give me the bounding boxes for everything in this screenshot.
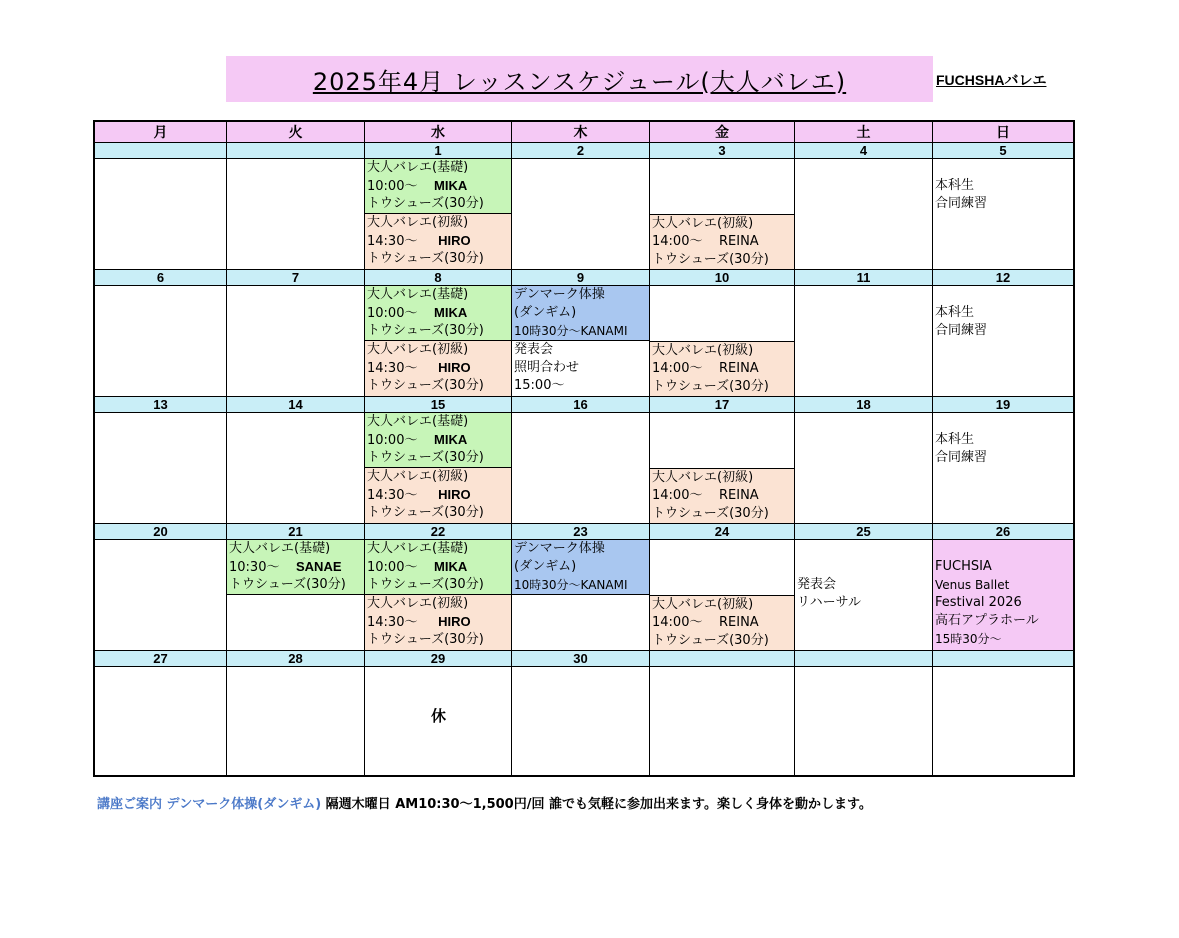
date-cell: 8 — [365, 270, 512, 285]
sun-joint-practice: 本科生 合同練習 — [935, 305, 988, 338]
date-cell: 16 — [512, 397, 650, 412]
sun-ballet-festival: FUCHSIA Venus Ballet Festival 2026 高石アプラホール 15時30分～ — [933, 540, 1073, 650]
holiday-mark: 休 — [431, 707, 447, 725]
lesson-wed-basic: 大人バレエ(基礎) 10:00～ MIKA トウシューズ(30分) — [365, 413, 511, 468]
date-cell: 30 — [512, 651, 650, 666]
date-row-week-4 — [95, 523, 1073, 540]
date-cell: 25 — [795, 524, 933, 539]
lesson-wed-basic: 大人バレエ(基礎) 10:00～ MIKA トウシューズ(30分) — [365, 286, 511, 341]
thu-denmark-gym: デンマーク体操 (ダンギム) 10時30分～KANAMI — [512, 540, 649, 595]
weekday-fri: 金 — [650, 122, 795, 142]
date-cell: 11 — [795, 270, 933, 285]
weekday-thu: 木 — [512, 122, 650, 142]
date-row-week-5 — [95, 650, 1073, 667]
calendar-table — [93, 120, 1075, 777]
body-row-week-2 — [95, 286, 1073, 396]
sun-joint-practice: 本科生 合同練習 — [935, 178, 988, 211]
footer-course-text: 隔週木曜日 AM10:30～1,500円/回 誰でも気軽に参加出来ます。楽しく身体を動かします。 — [321, 797, 872, 812]
brand-name: FUCHSHAバレエ — [936, 72, 1047, 88]
date-cell: 14 — [227, 397, 365, 412]
body-row-week-3 — [95, 413, 1073, 523]
lesson-tue-basic: 大人バレエ(基礎) 10:30～ SANAE トウシューズ(30分) — [227, 540, 364, 595]
date-cell — [795, 651, 933, 666]
date-cell: 9 — [512, 270, 650, 285]
date-cell: 17 — [650, 397, 795, 412]
date-cell: 2 — [512, 143, 650, 158]
date-cell: 6 — [95, 270, 227, 285]
date-cell: 13 — [95, 397, 227, 412]
weekday-tue: 火 — [227, 122, 365, 142]
lesson-wed-basic: 大人バレエ(基礎) 10:00～ MIKA トウシューズ(30分) — [365, 159, 511, 214]
lesson-wed-beginner: 大人バレエ(初級) 14:30～ HIRO トウシューズ(30分) — [365, 214, 511, 269]
date-cell — [227, 143, 365, 158]
date-row-week-1 — [95, 142, 1073, 159]
date-cell: 19 — [995, 397, 1011, 412]
weekday-header — [95, 122, 1073, 143]
lesson-fri-beginner: 大人バレエ(初級) 14:00～ REINA トウシューズ(30分) — [650, 341, 794, 396]
date-row-week-3 — [95, 396, 1073, 413]
date-cell — [933, 651, 1073, 666]
body-row-week-1 — [95, 159, 1073, 269]
date-cell: 12 — [995, 270, 1011, 285]
page-title: 2025年4月 レッスンスケジュール(大人バレエ) — [312, 67, 847, 96]
date-cell: 29 — [365, 651, 512, 666]
body-row-week-5 — [95, 667, 1073, 777]
date-cell: 3 — [650, 143, 795, 158]
sat-recital-rehearsal: 発表会 リハーサル — [797, 577, 861, 610]
date-cell — [650, 651, 795, 666]
title-banner — [226, 56, 933, 102]
weekday-sun: 日 — [996, 124, 1010, 140]
date-cell: 5 — [999, 143, 1007, 158]
date-cell: 15 — [365, 397, 512, 412]
date-row-week-2 — [95, 269, 1073, 286]
date-cell — [95, 143, 227, 158]
thu-recital-lighting: 発表会 照明合わせ 15:00～ — [514, 342, 580, 393]
date-cell: 24 — [650, 524, 795, 539]
date-cell: 26 — [995, 524, 1011, 539]
date-cell: 10 — [650, 270, 795, 285]
lesson-fri-beginner: 大人バレエ(初級) 14:00～ REINA トウシューズ(30分) — [650, 214, 794, 269]
footer-course-label: 講座ご案内 デンマーク体操(ダンギム) — [97, 797, 322, 812]
date-cell: 22 — [365, 524, 512, 539]
thu-denmark-gym: デンマーク体操 (ダンギム) 10時30分～KANAMI — [512, 286, 649, 341]
date-cell: 21 — [227, 524, 365, 539]
date-cell: 27 — [95, 651, 227, 666]
lesson-wed-beginner: 大人バレエ(初級) 14:30～ HIRO トウシューズ(30分) — [365, 595, 511, 650]
date-cell: 23 — [512, 524, 650, 539]
lesson-wed-beginner: 大人バレエ(初級) 14:30～ HIRO トウシューズ(30分) — [365, 341, 511, 396]
sun-joint-practice: 本科生 合同練習 — [935, 432, 988, 465]
lesson-wed-basic: 大人バレエ(基礎) 10:00～ MIKA トウシューズ(30分) — [365, 540, 511, 595]
weekday-mon: 月 — [95, 122, 227, 142]
date-cell: 1 — [365, 143, 512, 158]
weekday-sat: 土 — [795, 122, 933, 142]
body-row-week-4 — [95, 540, 1073, 650]
lesson-fri-beginner: 大人バレエ(初級) 14:00～ REINA トウシューズ(30分) — [650, 468, 794, 523]
lesson-wed-beginner: 大人バレエ(初級) 14:30～ HIRO トウシューズ(30分) — [365, 468, 511, 523]
lesson-fri-beginner: 大人バレエ(初級) 14:00～ REINA トウシューズ(30分) — [650, 595, 794, 650]
weekday-wed: 水 — [365, 122, 512, 142]
footer-note — [97, 793, 872, 812]
date-cell: 28 — [227, 651, 365, 666]
date-cell: 18 — [795, 397, 933, 412]
date-cell: 20 — [95, 524, 227, 539]
date-cell: 4 — [795, 143, 933, 158]
date-cell: 7 — [227, 270, 365, 285]
